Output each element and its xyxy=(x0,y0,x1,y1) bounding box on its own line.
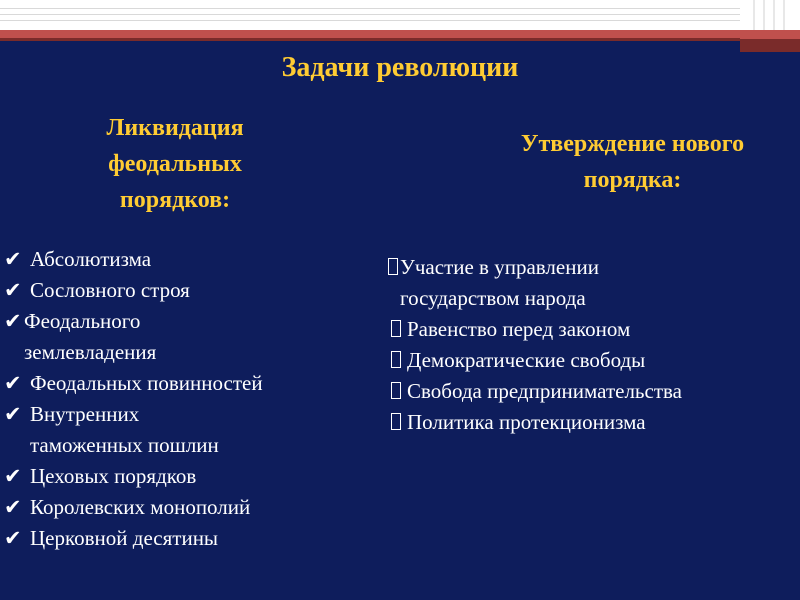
list-item xyxy=(388,345,798,376)
check-icon: ✔ xyxy=(4,526,22,550)
check-icon: ✔ xyxy=(4,247,22,271)
list-item-text: Феодальных повинностей xyxy=(30,371,263,395)
list-item-text: Церковной десятины xyxy=(30,526,219,550)
list-item xyxy=(388,376,798,407)
box-icon xyxy=(391,351,401,368)
left-column-header: Ликвидация феодальных порядков: xyxy=(106,115,244,213)
box-icon xyxy=(388,258,398,275)
list-item-text: Равенство перед законом xyxy=(407,317,631,341)
list-item-text: Внутренних таможенных пошлин xyxy=(30,402,219,457)
decor-stripe xyxy=(0,20,800,21)
list-item-text: Демократические свободы xyxy=(407,348,646,372)
right-column-header: Утверждение нового порядка: xyxy=(520,131,745,193)
list-item xyxy=(4,306,384,368)
decor-stripe xyxy=(0,8,800,9)
check-icon: ✔ xyxy=(4,278,22,302)
list-item xyxy=(388,314,798,345)
list-item-text: Участие в управлении государством народа xyxy=(400,255,599,310)
list-item-text: Феодального землевладения xyxy=(24,309,157,364)
list-item-text: Сословного строя xyxy=(30,278,190,302)
check-icon: ✔ xyxy=(4,495,22,519)
check-icon: ✔ xyxy=(4,309,22,333)
list-item xyxy=(4,461,384,492)
box-icon xyxy=(391,413,401,430)
right-list xyxy=(388,252,798,438)
check-icon: ✔ xyxy=(4,464,22,488)
list-item xyxy=(4,275,384,306)
list-item xyxy=(4,368,384,399)
list-item xyxy=(4,523,384,554)
list-item-text: Цеховых порядков xyxy=(30,464,197,488)
box-icon xyxy=(391,320,401,337)
corner-decoration xyxy=(740,0,800,52)
list-item xyxy=(4,244,384,275)
left-list xyxy=(4,244,384,554)
list-item xyxy=(388,252,798,314)
list-item xyxy=(4,399,384,461)
check-icon: ✔ xyxy=(4,402,22,426)
slide-title: Задачи революции xyxy=(281,52,519,83)
list-item xyxy=(388,407,798,438)
list-item-text: Политика протекционизма xyxy=(407,410,646,434)
decor-stripe xyxy=(0,14,800,15)
list-item-text: Абсолютизма xyxy=(30,247,152,271)
accent-bar-shadow xyxy=(0,38,800,41)
box-icon xyxy=(391,382,401,399)
check-icon: ✔ xyxy=(4,371,22,395)
list-item-text: Свобода предпринимательства xyxy=(407,379,682,403)
list-item-text: Королевских монополий xyxy=(30,495,251,519)
list-item xyxy=(4,492,384,523)
